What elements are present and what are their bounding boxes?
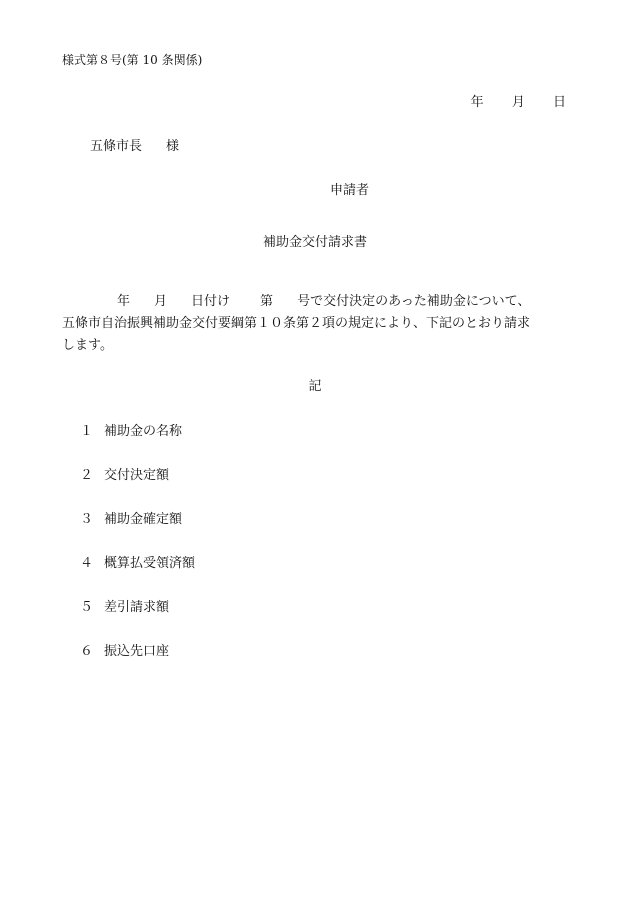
body-line-1-rest: 号で交付決定のあった補助金について、 xyxy=(297,294,531,309)
applicant-label: 申請者 xyxy=(330,183,370,198)
item-label: 交付決定額 xyxy=(104,468,170,483)
item-label: 差引請求額 xyxy=(104,600,170,615)
document-title: 補助金交付請求書 xyxy=(262,235,367,250)
date-year-label: 年 xyxy=(470,95,484,110)
item-number: １ xyxy=(80,424,94,439)
body-line-3: します。 xyxy=(62,338,113,353)
addressee xyxy=(90,139,179,155)
item-number: ５ xyxy=(80,600,94,615)
item-number: ２ xyxy=(80,468,94,483)
list-item xyxy=(80,600,169,616)
body-line-1 xyxy=(62,291,562,313)
item-label: 補助金の名称 xyxy=(104,424,183,439)
item-label: 補助金確定額 xyxy=(104,512,183,527)
body-year: 年 xyxy=(117,294,131,309)
list-item xyxy=(80,424,182,440)
date-line xyxy=(471,95,566,111)
item-number: ４ xyxy=(80,556,94,571)
body-month: 月 xyxy=(154,294,168,309)
date-month-label: 月 xyxy=(511,95,525,110)
list-item xyxy=(80,468,169,484)
ki-heading: 記 xyxy=(308,379,322,394)
form-number: 様式第８号(第 10 条関係) xyxy=(62,53,203,67)
date-day-label: 日 xyxy=(552,95,566,110)
addressee-name: 五條市長 xyxy=(90,139,143,154)
item-label: 振込先口座 xyxy=(104,644,170,659)
addressee-honorific: 様 xyxy=(166,139,180,154)
item-label: 概算払受領済額 xyxy=(104,556,196,571)
request-body xyxy=(62,291,562,357)
item-number: ６ xyxy=(80,644,94,659)
body-dated: 日付け xyxy=(191,294,231,309)
item-number: ３ xyxy=(80,512,94,527)
body-line-2: 五條市自治振興補助金交付要綱第１０条第２項の規定により、下記のとおり請求 xyxy=(62,316,531,331)
list-item xyxy=(80,556,195,572)
list-item xyxy=(80,512,182,528)
list-item xyxy=(80,644,169,660)
body-dai: 第 xyxy=(260,294,274,309)
